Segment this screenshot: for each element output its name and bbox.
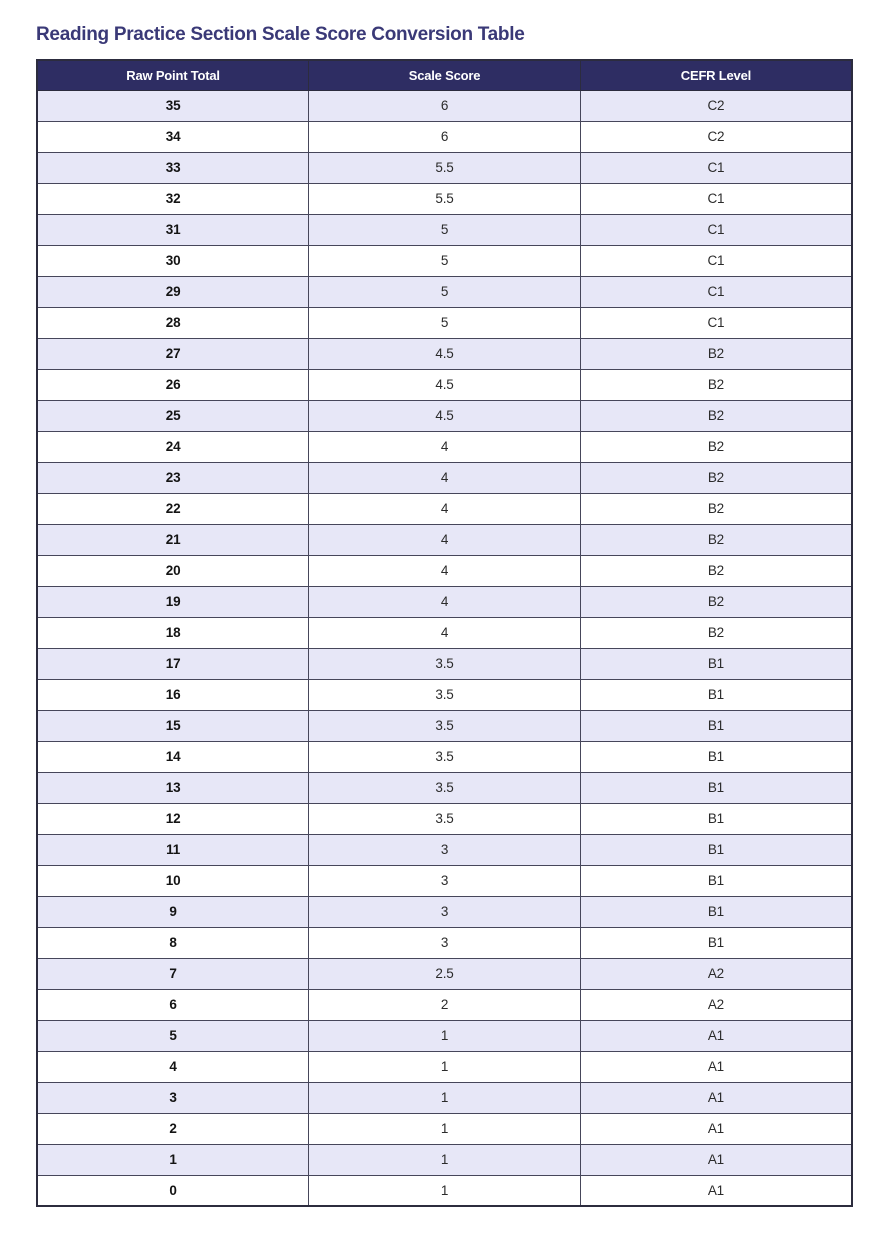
cefr-level-cell: C1 bbox=[580, 276, 852, 307]
raw-point-cell: 3 bbox=[37, 1082, 309, 1113]
raw-point-cell: 34 bbox=[37, 121, 309, 152]
scale-score-cell: 5 bbox=[309, 276, 581, 307]
table-row bbox=[37, 307, 852, 338]
table-row bbox=[37, 1020, 852, 1051]
scale-score-cell: 3 bbox=[309, 927, 581, 958]
cefr-level-cell: C1 bbox=[580, 307, 852, 338]
raw-point-cell: 31 bbox=[37, 214, 309, 245]
cefr-level-cell: B1 bbox=[580, 803, 852, 834]
table-row bbox=[37, 152, 852, 183]
scale-score-cell: 3 bbox=[309, 834, 581, 865]
raw-point-cell: 26 bbox=[37, 369, 309, 400]
cefr-level-cell: A1 bbox=[580, 1051, 852, 1082]
scale-score-cell: 3.5 bbox=[309, 648, 581, 679]
column-header-raw-point-total: Raw Point Total bbox=[37, 60, 309, 90]
scale-score-cell: 4 bbox=[309, 617, 581, 648]
cefr-level-cell: A1 bbox=[580, 1113, 852, 1144]
column-header-scale-score: Scale Score bbox=[309, 60, 581, 90]
raw-point-cell: 24 bbox=[37, 431, 309, 462]
scale-score-cell: 1 bbox=[309, 1113, 581, 1144]
scale-score-cell: 4.5 bbox=[309, 338, 581, 369]
scale-score-cell: 6 bbox=[309, 121, 581, 152]
cefr-level-cell: B2 bbox=[580, 400, 852, 431]
table-row bbox=[37, 121, 852, 152]
raw-point-cell: 11 bbox=[37, 834, 309, 865]
scale-score-cell: 5 bbox=[309, 245, 581, 276]
raw-point-cell: 23 bbox=[37, 462, 309, 493]
cefr-level-cell: A1 bbox=[580, 1082, 852, 1113]
raw-point-cell: 35 bbox=[37, 90, 309, 121]
table-row bbox=[37, 803, 852, 834]
scale-score-cell: 3 bbox=[309, 896, 581, 927]
raw-point-cell: 14 bbox=[37, 741, 309, 772]
table-row bbox=[37, 586, 852, 617]
raw-point-cell: 33 bbox=[37, 152, 309, 183]
scale-score-cell: 4 bbox=[309, 586, 581, 617]
raw-point-cell: 9 bbox=[37, 896, 309, 927]
raw-point-cell: 5 bbox=[37, 1020, 309, 1051]
cefr-level-cell: C1 bbox=[580, 152, 852, 183]
raw-point-cell: 17 bbox=[37, 648, 309, 679]
scale-score-cell: 3.5 bbox=[309, 679, 581, 710]
column-header-cefr-level: CEFR Level bbox=[580, 60, 852, 90]
cefr-level-cell: B2 bbox=[580, 493, 852, 524]
cefr-level-cell: C2 bbox=[580, 121, 852, 152]
table-row bbox=[37, 958, 852, 989]
scale-score-cell: 4 bbox=[309, 493, 581, 524]
scale-score-cell: 1 bbox=[309, 1051, 581, 1082]
cefr-level-cell: B2 bbox=[580, 369, 852, 400]
scale-score-cell: 5.5 bbox=[309, 152, 581, 183]
table-row bbox=[37, 834, 852, 865]
table-row bbox=[37, 989, 852, 1020]
raw-point-cell: 22 bbox=[37, 493, 309, 524]
cefr-level-cell: C2 bbox=[580, 90, 852, 121]
scale-score-cell: 1 bbox=[309, 1082, 581, 1113]
cefr-level-cell: B1 bbox=[580, 927, 852, 958]
table-row bbox=[37, 1113, 852, 1144]
scale-score-cell: 2.5 bbox=[309, 958, 581, 989]
scale-score-cell: 1 bbox=[309, 1175, 581, 1206]
raw-point-cell: 12 bbox=[37, 803, 309, 834]
table-row bbox=[37, 1175, 852, 1206]
table-row bbox=[37, 183, 852, 214]
scale-score-cell: 1 bbox=[309, 1144, 581, 1175]
cefr-level-cell: A2 bbox=[580, 958, 852, 989]
cefr-level-cell: B1 bbox=[580, 741, 852, 772]
table-row bbox=[37, 400, 852, 431]
cefr-level-cell: C1 bbox=[580, 245, 852, 276]
raw-point-cell: 19 bbox=[37, 586, 309, 617]
table-row bbox=[37, 90, 852, 121]
cefr-level-cell: B1 bbox=[580, 772, 852, 803]
table-body bbox=[37, 90, 852, 1206]
table-header bbox=[37, 60, 852, 90]
raw-point-cell: 1 bbox=[37, 1144, 309, 1175]
raw-point-cell: 20 bbox=[37, 555, 309, 586]
table-row bbox=[37, 555, 852, 586]
raw-point-cell: 18 bbox=[37, 617, 309, 648]
raw-point-cell: 21 bbox=[37, 524, 309, 555]
table-row bbox=[37, 927, 852, 958]
table-row bbox=[37, 1051, 852, 1082]
scale-score-cell: 4 bbox=[309, 462, 581, 493]
scale-score-cell: 3.5 bbox=[309, 772, 581, 803]
raw-point-cell: 7 bbox=[37, 958, 309, 989]
cefr-level-cell: A2 bbox=[580, 989, 852, 1020]
raw-point-cell: 6 bbox=[37, 989, 309, 1020]
cefr-level-cell: A1 bbox=[580, 1020, 852, 1051]
scale-score-cell: 6 bbox=[309, 90, 581, 121]
page-title: Reading Practice Section Scale Score Conversion Table bbox=[36, 24, 525, 45]
scale-score-cell: 2 bbox=[309, 989, 581, 1020]
raw-point-cell: 13 bbox=[37, 772, 309, 803]
score-conversion-table bbox=[36, 59, 853, 1207]
cefr-level-cell: B2 bbox=[580, 524, 852, 555]
table-row bbox=[37, 741, 852, 772]
raw-point-cell: 27 bbox=[37, 338, 309, 369]
table-row bbox=[37, 369, 852, 400]
cefr-level-cell: A1 bbox=[580, 1175, 852, 1206]
raw-point-cell: 0 bbox=[37, 1175, 309, 1206]
raw-point-cell: 32 bbox=[37, 183, 309, 214]
cefr-level-cell: B2 bbox=[580, 431, 852, 462]
table-row bbox=[37, 524, 852, 555]
table-row bbox=[37, 276, 852, 307]
table-row bbox=[37, 772, 852, 803]
scale-score-cell: 3.5 bbox=[309, 803, 581, 834]
scale-score-cell: 5 bbox=[309, 307, 581, 338]
table-row bbox=[37, 1144, 852, 1175]
raw-point-cell: 29 bbox=[37, 276, 309, 307]
cefr-level-cell: B1 bbox=[580, 679, 852, 710]
table-row bbox=[37, 493, 852, 524]
table-row bbox=[37, 245, 852, 276]
table-row bbox=[37, 679, 852, 710]
cefr-level-cell: B1 bbox=[580, 865, 852, 896]
cefr-level-cell: A1 bbox=[580, 1144, 852, 1175]
raw-point-cell: 10 bbox=[37, 865, 309, 896]
raw-point-cell: 4 bbox=[37, 1051, 309, 1082]
cefr-level-cell: C1 bbox=[580, 183, 852, 214]
cefr-level-cell: B1 bbox=[580, 834, 852, 865]
table-row bbox=[37, 338, 852, 369]
table-row bbox=[37, 462, 852, 493]
raw-point-cell: 25 bbox=[37, 400, 309, 431]
table-header-row bbox=[37, 60, 852, 90]
raw-point-cell: 15 bbox=[37, 710, 309, 741]
scale-score-cell: 3.5 bbox=[309, 710, 581, 741]
table-row bbox=[37, 214, 852, 245]
cefr-level-cell: B2 bbox=[580, 555, 852, 586]
cefr-level-cell: B2 bbox=[580, 462, 852, 493]
raw-point-cell: 16 bbox=[37, 679, 309, 710]
table-row bbox=[37, 1082, 852, 1113]
scale-score-cell: 5 bbox=[309, 214, 581, 245]
cefr-level-cell: B1 bbox=[580, 648, 852, 679]
raw-point-cell: 28 bbox=[37, 307, 309, 338]
cefr-level-cell: B1 bbox=[580, 710, 852, 741]
scale-score-cell: 3.5 bbox=[309, 741, 581, 772]
table-row bbox=[37, 617, 852, 648]
cefr-level-cell: B2 bbox=[580, 617, 852, 648]
scale-score-cell: 4.5 bbox=[309, 400, 581, 431]
raw-point-cell: 30 bbox=[37, 245, 309, 276]
cefr-level-cell: B1 bbox=[580, 896, 852, 927]
scale-score-cell: 5.5 bbox=[309, 183, 581, 214]
table-row bbox=[37, 896, 852, 927]
table-row bbox=[37, 710, 852, 741]
scale-score-cell: 3 bbox=[309, 865, 581, 896]
table-row bbox=[37, 648, 852, 679]
cefr-level-cell: B2 bbox=[580, 586, 852, 617]
scale-score-cell: 4 bbox=[309, 555, 581, 586]
table-row bbox=[37, 865, 852, 896]
cefr-level-cell: C1 bbox=[580, 214, 852, 245]
scale-score-cell: 4 bbox=[309, 431, 581, 462]
table-row bbox=[37, 431, 852, 462]
scale-score-cell: 4.5 bbox=[309, 369, 581, 400]
scale-score-cell: 1 bbox=[309, 1020, 581, 1051]
scale-score-cell: 4 bbox=[309, 524, 581, 555]
raw-point-cell: 8 bbox=[37, 927, 309, 958]
raw-point-cell: 2 bbox=[37, 1113, 309, 1144]
cefr-level-cell: B2 bbox=[580, 338, 852, 369]
